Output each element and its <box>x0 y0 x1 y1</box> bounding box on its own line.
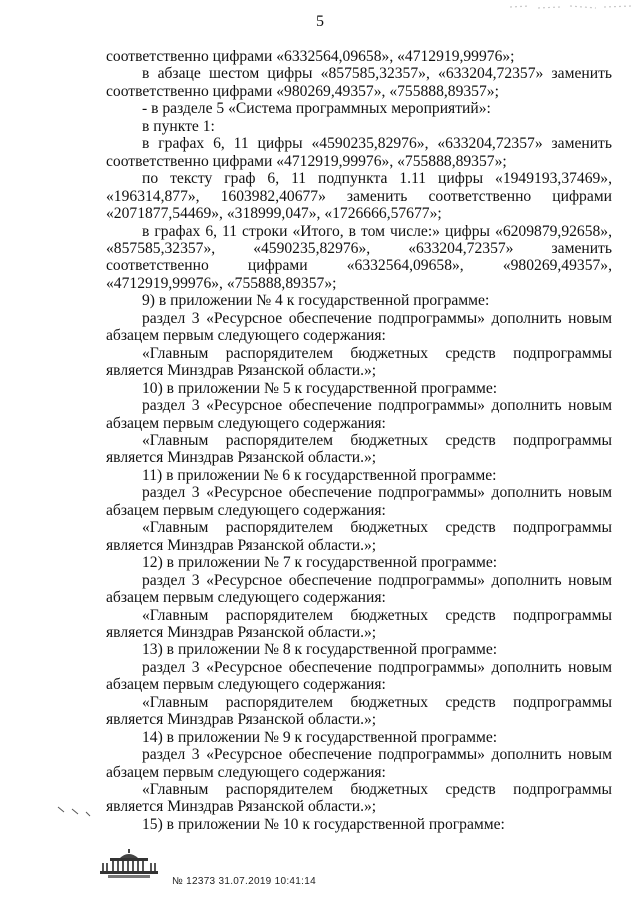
paragraph: 15) в приложении № 10 к государственной программе: <box>142 815 505 833</box>
paragraph: «Главным распорядителем бюджетных средств подпрограммы является Минздрав Рязанской области.»; <box>106 519 612 554</box>
paragraph: раздел 3 «Ресурсное обеспечение подпрограммы» дополнить новым абзацем первым следующего содержания: <box>106 658 612 694</box>
paragraph: соответственно цифрами «980269,49357», «755888,89357»; <box>106 82 499 100</box>
paragraph: раздел 3 «Ресурсное обеспечение подпрограммы» дополнить новым абзацем первым следующего содержания: <box>106 309 612 345</box>
paragraph: в абзаце шестом цифры «857585,32357», «633204,72357» заменить <box>142 65 612 83</box>
paragraph: - в разделе 5 «Система программных мероприятий»: <box>142 100 491 118</box>
paragraph: «Главным распорядителем бюджетных средств подпрограммы является Минздрав Рязанской области.»; <box>106 344 612 380</box>
page-number: 5 <box>316 13 324 30</box>
paragraph: в графах 6, 11 цифры «4590235,82976», «633204,72357» заменить соответственно цифрами «4712919,99976», «755888,89357»; <box>106 135 612 170</box>
paragraph: соответственно цифрами «6332564,09658», «4712919,99976»; <box>106 48 515 65</box>
paragraph: раздел 3 «Ресурсное обеспечение подпрограммы» дополнить новым абзацем первым следующего содержания: <box>106 484 612 519</box>
paragraph: в пункте 1: <box>142 117 215 135</box>
paragraph: 12) в приложении № 7 к государственной программе: <box>142 554 498 572</box>
paragraph: 9) в приложении № 4 к государственной программе: <box>142 292 490 310</box>
document-body <box>106 48 612 833</box>
registration-stamp: № 12373 31.07.2019 10:41:14 <box>172 876 316 887</box>
paragraph: 11) в приложении № 6 к государственной программе: <box>142 466 497 484</box>
paragraph: в графах 6, 11 строки «Итого, в том числе:» цифры «6209879,92658», «857585,32357», «4590235,82976», «633204,72357» заменить соответственно цифрами «6332564,09658», «980269,49357», «4712919,99976», «755888,89357»; <box>106 222 612 292</box>
paragraph: 10) в приложении № 5 к государственной программе: <box>142 379 498 397</box>
paragraph: раздел 3 «Ресурсное обеспечение подпрограммы» дополнить новым абзацем первым следующего содержания: <box>106 746 612 781</box>
paragraph: «Главным распорядителем бюджетных средств подпрограммы является Минздрав Рязанской области.»; <box>106 431 612 467</box>
paragraph: раздел 3 «Ресурсное обеспечение подпрограммы» дополнить новым абзацем первым следующего содержания: <box>106 397 612 432</box>
government-building-emblem-icon <box>100 848 158 880</box>
paragraph: по тексту граф 6, 11 подпункта 1.11 цифры «1949193,37469», «196314,877», 1603982,40677» заменить соответственно цифрами «2071877,54469», «318999,047», «1726666,57677»; <box>106 170 612 223</box>
paragraph: «Главным распорядителем бюджетных средств подпрограммы является Минздрав Рязанской области.»; <box>106 606 612 641</box>
paragraph: раздел 3 «Ресурсное обеспечение подпрограммы» дополнить новым абзацем первым следующего содержания: <box>106 571 612 607</box>
paragraph: 13) в приложении № 8 к государственной программе: <box>142 641 498 659</box>
paragraph: «Главным распорядителем бюджетных средств подпрограммы является Минздрав Рязанской области.»; <box>106 781 612 816</box>
scan-noise-mark <box>500 0 640 10</box>
paragraph: 14) в приложении № 9 к государственной программе: <box>142 728 498 746</box>
margin-pen-marks <box>56 804 96 818</box>
paragraph: «Главным распорядителем бюджетных средств подпрограммы является Минздрав Рязанской области.»; <box>106 693 612 729</box>
